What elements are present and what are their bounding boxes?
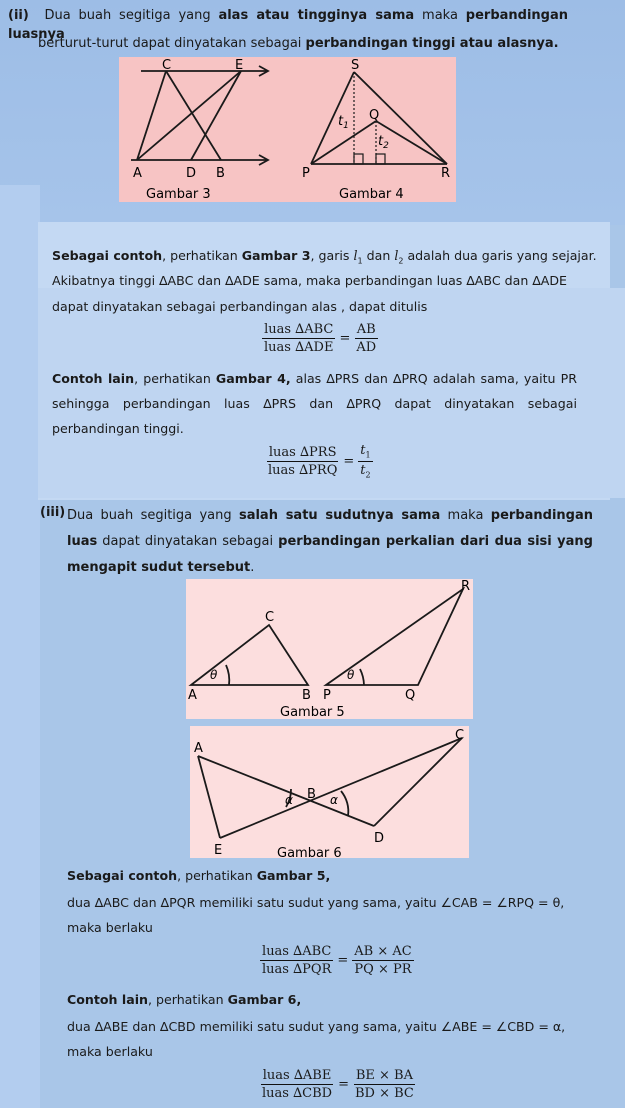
- point-label: E: [235, 58, 244, 73]
- point-label: A: [194, 741, 203, 756]
- point-label: A: [133, 166, 142, 181]
- fraction-numerator: luas ∆ABC: [262, 944, 332, 959]
- point-label: Q: [405, 688, 416, 703]
- text: Dua buah segitiga yang: [67, 508, 239, 523]
- emphasis: perbandingan luas: [67, 508, 593, 549]
- fraction-numerator: AB × AC: [354, 944, 412, 959]
- fraction-numerator: luas ∆ABC: [264, 322, 334, 337]
- text: maka: [414, 8, 466, 23]
- subscript: 1: [365, 450, 371, 460]
- section-ii-paragraph-line2: [38, 34, 598, 53]
- fraction-denominator: luas ∆PQR: [262, 962, 332, 977]
- figure-background: [119, 57, 456, 202]
- figure-6: [190, 726, 469, 858]
- emphasis: Sebagai contoh: [52, 248, 163, 263]
- fraction-denominator: luas ∆PRQ: [268, 462, 338, 478]
- formula-prs-prq: [266, 443, 373, 479]
- point-label: P: [302, 166, 310, 181]
- text: .: [250, 560, 255, 575]
- point-label: E: [214, 843, 223, 858]
- point-label: C: [455, 728, 465, 743]
- equals-sign: =: [337, 953, 349, 968]
- figure-reference: Gambar 3: [241, 248, 311, 263]
- section-iii-label: (iii): [40, 505, 66, 520]
- point-label: C: [265, 610, 275, 625]
- t-subscript: 2: [383, 141, 389, 151]
- formula-abc-pqr: [260, 944, 414, 977]
- example1-line2: Akibatnya tinggi ∆ABC dan ∆ADE sama, maka perbandingan luas ∆ABC dan ∆ADE: [52, 273, 568, 288]
- angle-alpha-label: α: [330, 793, 338, 807]
- text: maka: [440, 508, 491, 523]
- point-label: B: [307, 787, 316, 802]
- figure-5: [186, 579, 473, 719]
- subscript: 2: [365, 470, 371, 480]
- example2-paragraph: [52, 366, 577, 441]
- t-letter: t: [360, 443, 366, 458]
- fraction-denominator: luas ∆CBD: [262, 1086, 333, 1101]
- text: , perhatikan: [177, 868, 257, 883]
- text: , garis: [310, 248, 354, 263]
- emphasis: Contoh lain: [52, 371, 135, 386]
- point-label: S: [351, 58, 360, 73]
- example1-line1: [52, 246, 612, 271]
- figure-caption: Gambar 5: [280, 705, 345, 719]
- figure-reference: Gambar 4,: [215, 371, 291, 386]
- text: alas ∆PRS dan ∆PRQ adalah sama, yaitu PR sehingga perbandingan luas ∆PRS dan ∆PRQ dapat dinyatakan sebagai perbandingan tinggi.: [52, 371, 577, 436]
- emphasis: perbandingan tinggi atau alasnya.: [305, 36, 559, 51]
- figure-reference: Gambar 6,: [227, 992, 302, 1007]
- background-left: [0, 185, 40, 1108]
- emphasis: perbandingan luasnya: [8, 8, 568, 42]
- equals-sign: =: [338, 1077, 349, 1092]
- point-label: C: [162, 58, 172, 73]
- equals-sign: =: [339, 331, 351, 346]
- figure-3-4: [119, 57, 456, 202]
- line-symbol: l: [394, 248, 399, 263]
- emphasis: perbandingan perkalian dari dua sisi yang mengapit sudut tersebut: [67, 534, 593, 575]
- fraction-numerator: BE × BA: [355, 1068, 414, 1083]
- angle-alpha-label: α: [285, 793, 293, 807]
- formula-abe-cbd: [260, 1068, 416, 1101]
- figure-caption: Gambar 3: [146, 187, 211, 202]
- section-ii-label: (ii): [8, 8, 29, 23]
- text: dan: [362, 248, 395, 263]
- text: , perhatikan: [162, 248, 242, 263]
- t-letter: t: [360, 462, 366, 478]
- point-label: D: [186, 166, 197, 181]
- angle-theta-label: θ: [210, 668, 218, 682]
- fraction-numerator: luas ∆ABE: [262, 1068, 332, 1083]
- point-label: B: [216, 166, 225, 181]
- point-label: R: [461, 579, 471, 594]
- section-iii-paragraph: [67, 503, 593, 581]
- point-label: P: [323, 688, 331, 703]
- angle-theta-label: θ: [347, 668, 355, 682]
- figure-caption: Gambar 4: [339, 187, 404, 202]
- example3-line2: dua ∆ABC dan ∆PQR memiliki satu sudut yang sama, yaitu ∠CAB = ∠RPQ = θ,: [67, 895, 565, 910]
- equals-sign: =: [343, 453, 355, 469]
- emphasis: salah satu sudutnya sama: [238, 508, 441, 523]
- text: , perhatikan: [147, 992, 228, 1007]
- example1-line3: dapat dinyatakan sebagai perbandingan alas , dapat ditulis: [52, 299, 428, 314]
- example4-line3: maka berlaku: [67, 1044, 153, 1059]
- text: dapat dinyatakan sebagai: [97, 534, 279, 549]
- text: , perhatikan: [134, 371, 216, 386]
- t-letter: t: [338, 114, 344, 129]
- text: Dua buah segitiga yang: [44, 8, 219, 23]
- point-label: R: [441, 166, 451, 181]
- subscript: 1: [357, 256, 363, 266]
- formula-abc-ade: [262, 322, 378, 355]
- text: adalah dua garis yang sejajar.: [403, 248, 597, 263]
- figure-caption: Gambar 6: [277, 846, 342, 858]
- emphasis: Sebagai contoh: [67, 868, 178, 883]
- point-label: A: [188, 688, 197, 703]
- fraction-denominator: PQ × PR: [354, 962, 412, 977]
- fraction-denominator: luas ∆ADE: [264, 340, 334, 355]
- point-label: B: [302, 688, 311, 703]
- line-symbol: l: [353, 248, 358, 263]
- figure-reference: Gambar 5,: [256, 868, 331, 883]
- example4-line2: dua ∆ABE dan ∆CBD memiliki satu sudut yang sama, yaitu ∠ABE = ∠CBD = α,: [67, 1019, 566, 1034]
- example4-line1: [67, 990, 301, 1009]
- emphasis: Contoh lain: [67, 992, 148, 1007]
- example3-line3: maka berlaku: [67, 920, 153, 935]
- subscript: 2: [398, 256, 404, 266]
- point-label: Q: [369, 108, 380, 123]
- fraction-denominator: BD × BC: [355, 1086, 414, 1101]
- t-subscript: 1: [343, 121, 349, 131]
- t-letter: t: [378, 134, 384, 149]
- text: berturut-turut dapat dinyatakan sebagai: [38, 36, 306, 51]
- example3-line1: [67, 866, 330, 885]
- emphasis: alas atau tingginya sama: [218, 8, 415, 23]
- fraction-numerator: luas ∆PRS: [268, 444, 337, 460]
- fraction-numerator: AB: [356, 322, 376, 337]
- fraction-denominator: AD: [356, 340, 377, 355]
- point-label: D: [374, 831, 385, 846]
